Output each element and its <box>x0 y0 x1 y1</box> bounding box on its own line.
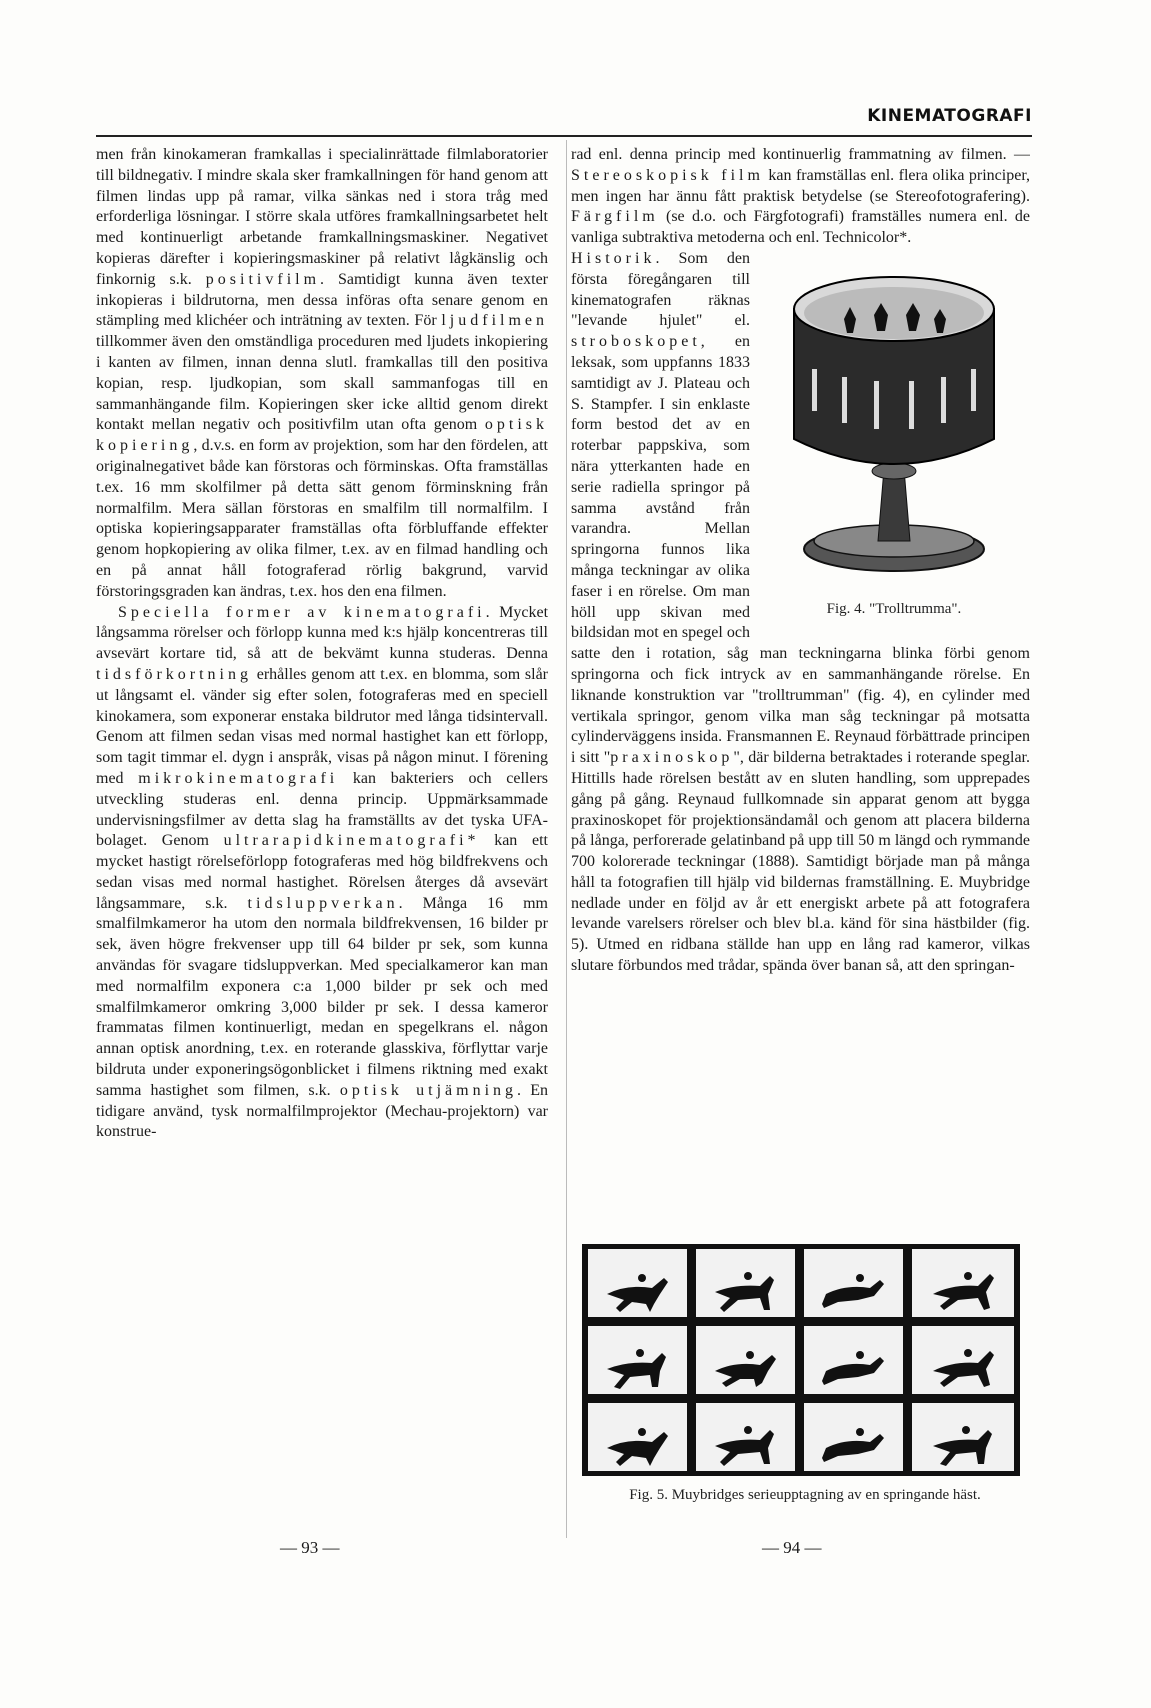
term-tidsluppverkan: tidsluppverkan <box>247 894 399 912</box>
page-number-left: — 93 — <box>280 1538 340 1557</box>
term-tidsforkortning: tidsförkortning <box>96 665 252 683</box>
term-mikrokinematografi: mikrokinematografi <box>138 769 339 787</box>
term-positivfilm: positivfilm <box>205 270 321 288</box>
right-column <box>571 145 1030 1220</box>
section-heading-historik: Historik <box>571 249 656 267</box>
term-ljudfilmen: ljudfilmen <box>441 312 548 330</box>
left-column <box>96 145 548 1545</box>
term-fargfilm: Färgfilm <box>571 208 659 226</box>
left-paragraph-1: men från kinokameran framkallas i specialinrättade filmlaboratorier till bildnegativ. I mindre skala sker framkallningen för hand genom att filmen lindas upp på ramar, vilka sänkas ned i stora tråg med erforderliga lösningar. I större skala utföres framkallningsarbetet helt med kontinuerligt arbetande framkallningsmaskiner. Negativet kopieras därefter i kopieringsmaskiner på relativt lågkänslig och finkornig s.k. positivfilm. Samtidigt kunna även texter inkopieras i bildrutorna, men dessa införas ofta senare genom en stämpling med klichéer och inträtning av texten. För ljudfilmen tillkommer även den omständliga proceduren med ljudets inkopiering i kanten av filmen, innan denna slutl. framkallas till den positiva kopian, resp. ljudkopian, som skall sammanfogas till en sammanhängande film. Kopieringen sker icke alltid genom direkt kontakt mellan negativ och positivfilm utan ofta genom optisk kopiering, d.v.s. en form av projektion, som har den fördelen, att originalnegativet både kan förstoras och förminskas. Ofta framställas t.ex. 16 mm skolfilmer på detta sätt genom förminskning från normalfilm. Mera sällan förstoras en smalfilm till normalfilm. I optiska kopieringsapparater framställas ofta förbluffande effekter genom hopkopiering av olika filmer, t.ex. av en filmad handling och en på annat håll fotograferad rörlig bakgrund, varvid förstoringsgraden kan ändras, t.ex. hos den ena filmen. <box>96 146 548 600</box>
term-stereoskopisk-film: Stereoskopisk film <box>571 166 764 184</box>
term-optisk-kopiering: optisk kopiering <box>96 416 548 455</box>
figure-5-muybridge-grid <box>582 1244 1020 1476</box>
term-praxinoskop: praxinoskop <box>610 749 734 767</box>
figure-4 <box>758 249 1030 639</box>
page-number-right: — 94 — <box>762 1538 822 1557</box>
figure-5-caption: Fig. 5. Muybridges serieupptagning av en springande häst. <box>629 1487 981 1503</box>
right-paragraph-2: Historik. Som den första föregångaren till kinematografen räknas "levande hjulet" el. stroboskopet, en leksak, som uppfanns 1833 samtidigt av J. Plateau och S. Stampfer. I sin enklaste form bestod det av en roterbar pappskiva, som nära ytterkanten hade en serie radiella springor på samma avstånd från varandra. Mellan springorna funnos lika många teckningar av olika faser i en rörelse. Om man höll upp skivan med bildsidan mot en spegel och satte den i rotation, såg man teckningarna blinka förbi genom springorna och fick intryck av en sammanhängande rörelse. En liknande konstruktion var "trolltrumman" (fig. 4), en cylinder med vertikala springor, genom vilka man såg teckningar på motsatta cylinderväggens insida. Fransmannen E. Reynaud förbättrade principen i sitt "praxinoskop", där bilderna betraktades i roterande speglar. Hittills hade rörelsen bestått av en sluten handling, som upprepades gång på gång. Reynaud fullkomnade sin apparat genom att bygga praxinoskopet för projektionsändamål och genom att placera bilderna på långa, perforerade gelatinband på upp till 50 m längd och rymmande 700 kolorerade teckningar (1888). Samtidigt började man på många håll ta fotografien till hjälp vid bildernas framställning. E. Muybridge nedlade under en följd av år ett energiskt arbete på att fotografera levande varelsers rörelser och blev bl.a. känd för sina hästbilder (fig. 5). Utmed en ridbana ställde han upp en lång rad kameror, vilkas slutare förbundos med trådar, spända över banan så, att den springan- <box>571 249 1030 975</box>
figure-4-caption: Fig. 4. "Trolltrumma". <box>826 600 962 617</box>
term-optisk-utjamning: optisk utjämning <box>339 1081 518 1099</box>
running-header: KINEMATOGRAFI <box>867 106 1032 126</box>
column-divider <box>566 140 567 1538</box>
right-paragraph-1: rad enl. denna princip med kontinuerlig frammatning av filmen. — Stereoskopisk film kan framställas enl. flera olika principer, men ingen har ännu fått praktisk betydelse (se Stereofotografering). Färgfilm (se d.o. och Färgfotografi) framställes numera enl. de vanliga subtraktiva metoderna och enl. Technicolor*. <box>571 146 1030 247</box>
left-paragraph-2: Speciella former av kinematografi. Mycket långsamma rörelser och förlopp kunna med k:s hjälp koncentreras till avsevärt kortare tid, så att de bekvämt kunna studeras. Denna tidsförkortning erhålles genom att t.ex. en blomma, som slår ut långsamt el. vänder sig efter solen, fotograferas med en speciell kinokamera, som exponerar enstaka bildrutor med långa tidsintervall. Genom att filmen sedan visas med normal hastighet kan ett förlopp, som tagit timmar el. dygn i anspråk, visas på någon minut. I förening med mikrokinematografi kan bakteriers och cellers utveckling studeras enl. denna princip. Uppmärksammade undervisningsfilmer av detta slag ha framställts av det tyska UFA-bolaget. Genom ultrarapidkinematografi* kan ett mycket hastigt rörelseförlopp fotograferas med hög bildfrekvens och sedan visas med normal hastighet. Rörelsen återges då avsevärt långsammare, s.k. tidsluppverkan. Många 16 mm smalfilmkameror ha utom den normala bildfrekvensen, 16 bilder pr sek, även högre frekvenser upp till 64 bilder pr sek, som kunna användas för svagare tidsluppverkan. Med specialkameror kan man med normalfilm exponera c:a 1,000 bilder pr sek och med smalfilmkameror omkring 3,000 bilder pr sek. I dessa kameror frammatas filmen kontinuerligt, medan en spegelkrans el. någon annan optisk anordning, t.ex. en roterande glasskiva, förflyttar varje bildruta under exponeringsögonblicket i filmens riktning med exakt samma hastighet som filmen, s.k. optisk utjämning. En tidigare använd, tysk normalfilmprojektor (Mechau-projektorn) var konstrue- <box>96 603 548 1141</box>
term-stroboskopet: stroboskopet <box>571 333 701 351</box>
header-rule <box>96 135 1032 137</box>
section-heading-speciella-former: Speciella former av kinematografi <box>118 603 486 621</box>
trolltrumma-illustration <box>774 249 1014 599</box>
term-ultrarapid: ultrarapidkinematografi* <box>223 832 480 850</box>
